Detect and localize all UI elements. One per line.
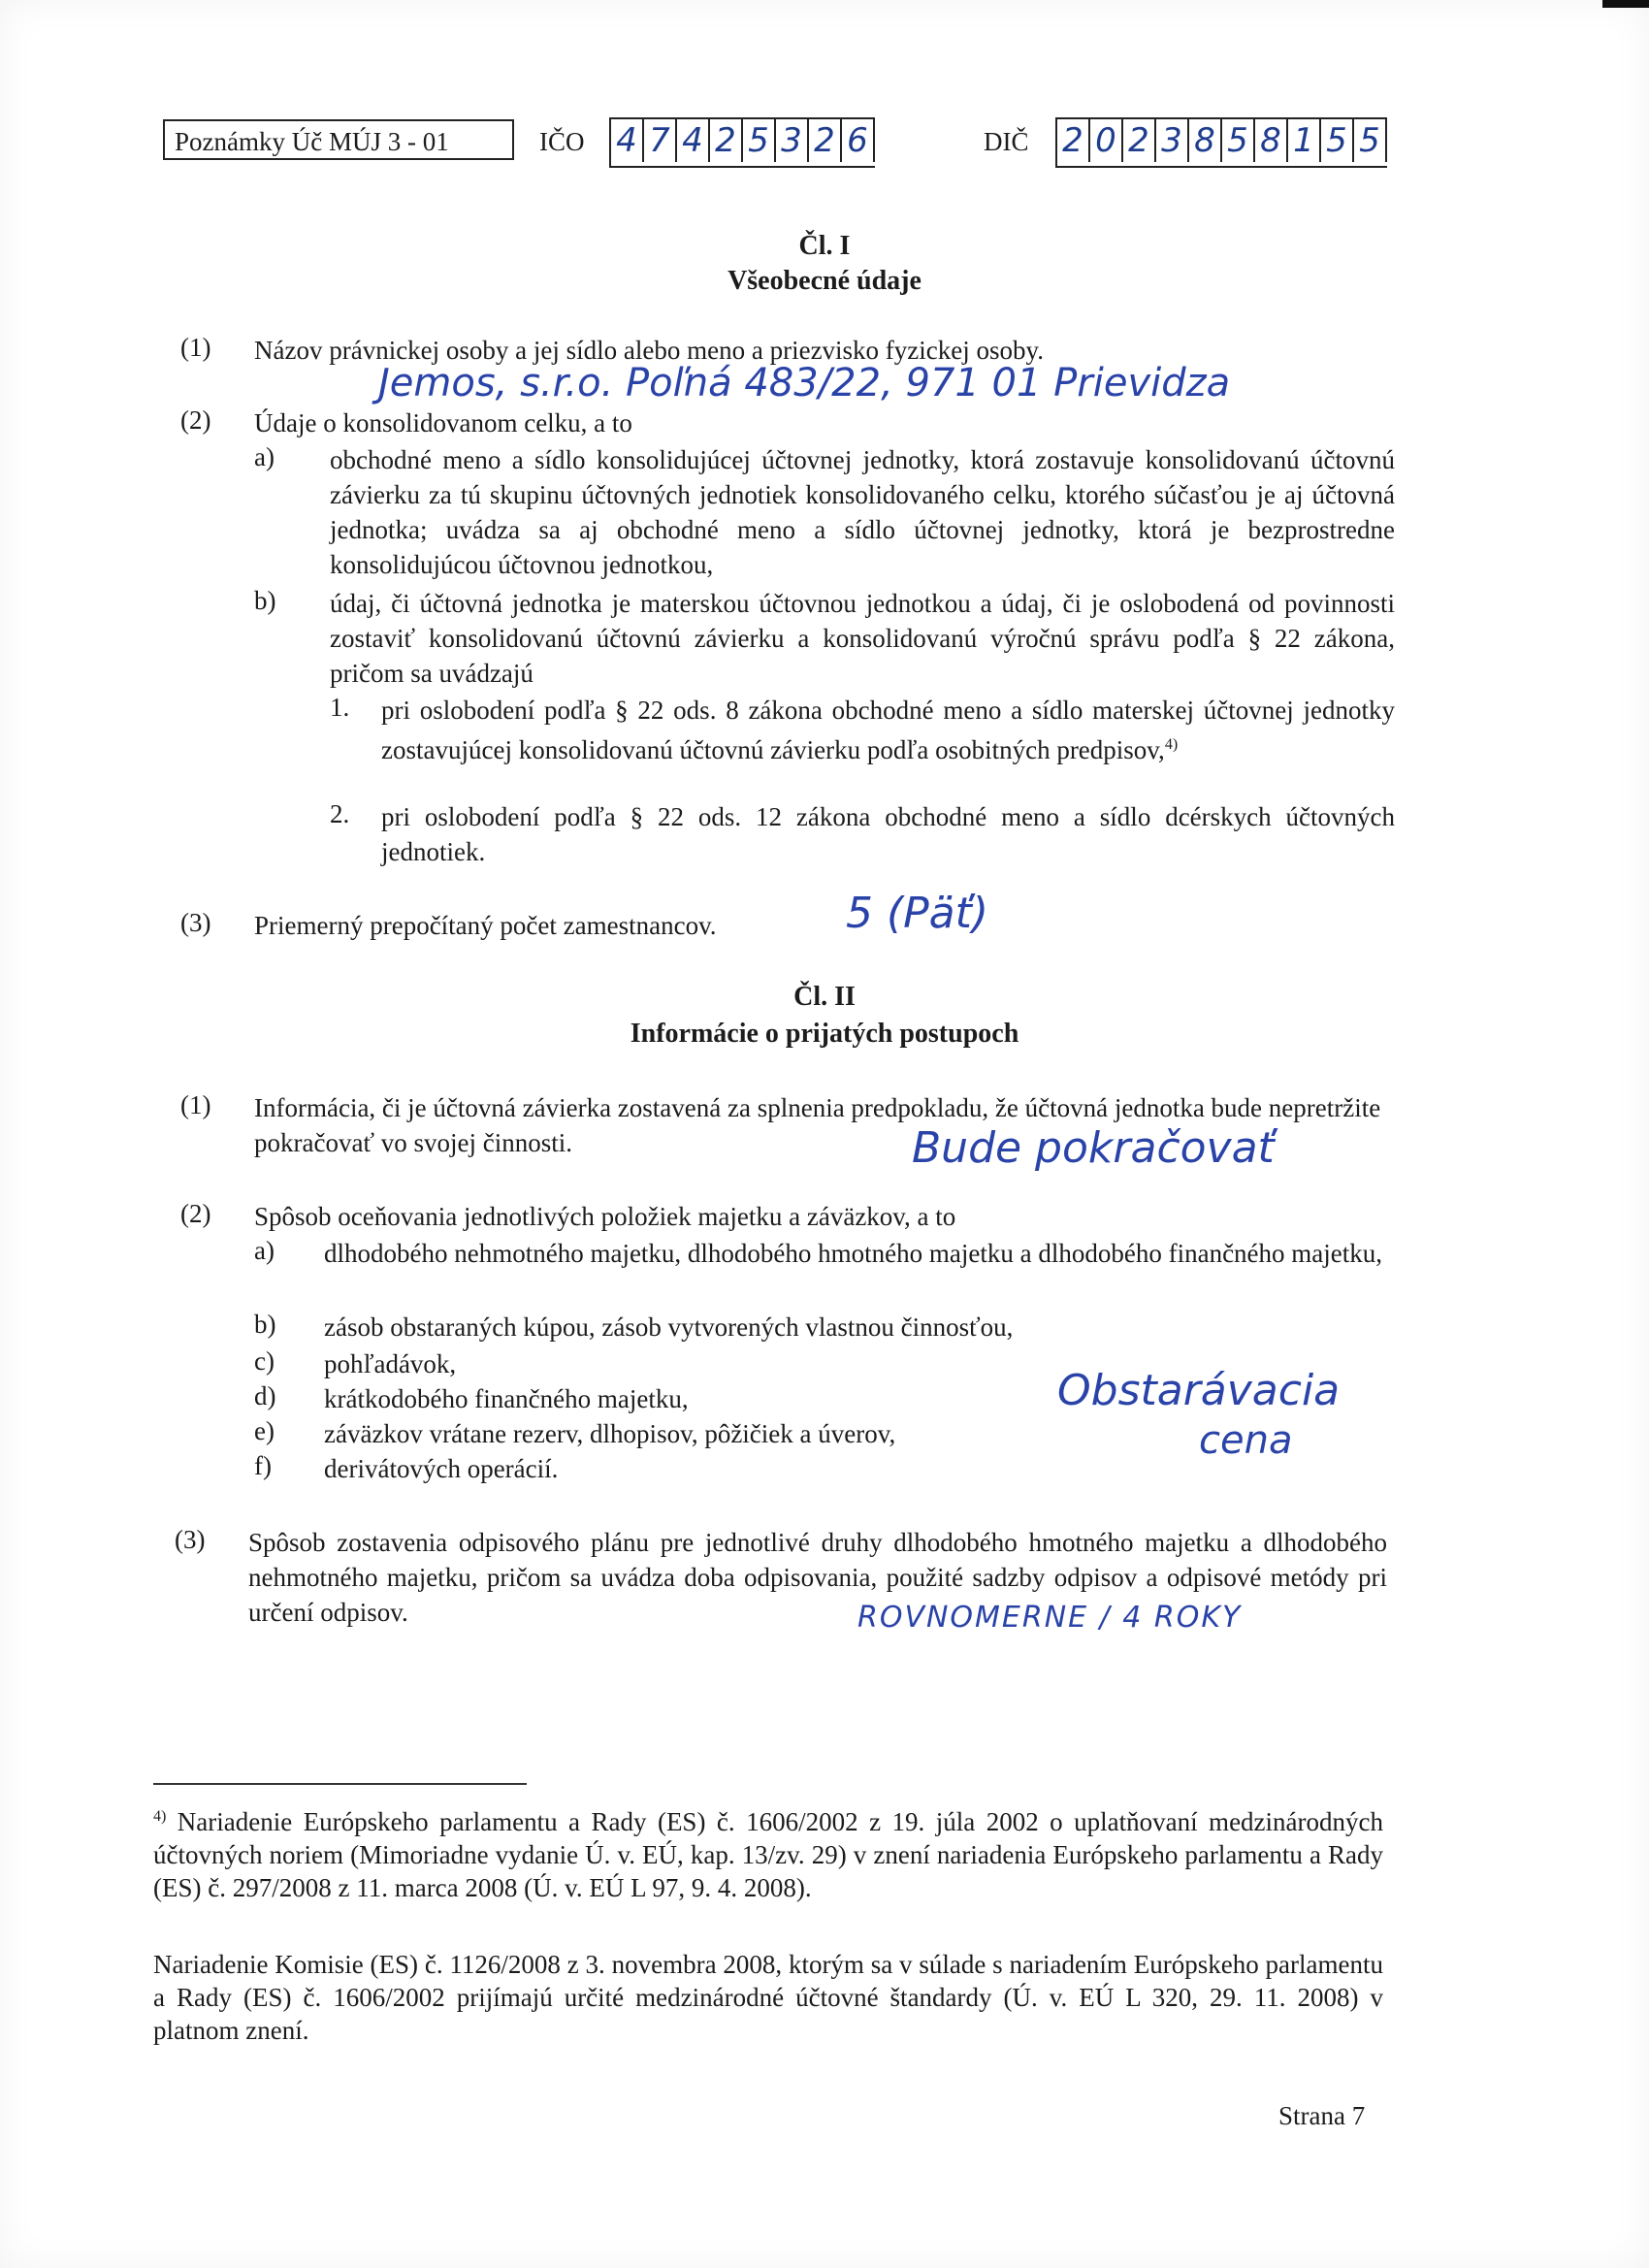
dic-digit-box: 5 <box>1321 119 1354 162</box>
a1-p3-handwritten-answer: 5 (Päť) <box>846 889 989 938</box>
a2-p2-item-text: derivátových operácií. <box>324 1454 559 1483</box>
dic-digit-box: 2 <box>1123 119 1156 162</box>
a2-p2-item-letter: b) <box>254 1310 276 1339</box>
dic-digit-box: 0 <box>1090 119 1123 162</box>
a2-p2-number: (2) <box>180 1199 211 1228</box>
footnote-2: Nariadenie Komisie (ES) č. 1126/2008 z 3. novembra 2008, ktorým sa v súlade s nariadením Európskeho parlamentu a Rady (ES) č. 1606/2002 prijímajú určité medzinárodné účtovné štandardy (Ú. v. EÚ L 320, 29. 11. 2008) v platnom znení. <box>153 1950 1383 2045</box>
ico-label: IČO <box>539 127 585 156</box>
ico-digit-box: 6 <box>842 119 875 162</box>
a2-p2-item-letter: c) <box>254 1346 275 1376</box>
a2-p3-number: (3) <box>175 1525 206 1554</box>
a1-p2b2-number: 2. <box>330 799 350 828</box>
a2-p2-item-text: záväzkov vrátane rezerv, dlhopisov, pôžičiek a úverov, <box>324 1419 896 1448</box>
footnote-marker: 4) <box>153 1808 167 1825</box>
ico-digit-box: 7 <box>644 119 677 162</box>
ico-boxes <box>609 117 875 168</box>
ico-digit-box: 3 <box>776 119 809 162</box>
a1-p1-text: Názov právnickej osoby a jej sídlo alebo meno a priezvisko fyzickej osoby. <box>254 336 1045 365</box>
a2-p2-item-letter: d) <box>254 1381 276 1410</box>
ico-digit-box: 4 <box>611 119 644 162</box>
ico-digit-box: 5 <box>743 119 776 162</box>
a2-p2-text: Spôsob oceňovania jednotlivých položiek majetku a záväzkov, a to <box>254 1202 956 1231</box>
dic-digit-box: 5 <box>1222 119 1255 162</box>
a1-p3-text: Priemerný prepočítaný počet zamestnancov. <box>254 911 717 940</box>
ico-digit-box: 4 <box>677 119 710 162</box>
article-1-title: Všeobecné údaje <box>728 266 922 296</box>
a2-p2-item-text: zásob obstaraných kúpou, zásob vytvorených vlastnou činnosťou, <box>324 1312 1014 1342</box>
a2-p2-item-letter: a) <box>254 1236 275 1265</box>
form-label: Poznámky Úč MÚJ 3 - 01 <box>163 119 514 160</box>
a1-p1-number: (1) <box>180 333 211 362</box>
a1-p2a-letter: a) <box>254 442 275 471</box>
a1-p2-number: (2) <box>180 405 211 435</box>
a2-p3-handwritten-answer: ROVNOMERNE / 4 ROKY <box>857 1601 1243 1635</box>
dic-label: DIČ <box>984 127 1029 156</box>
a2-p2-item-text: dlhodobého nehmotného majetku, dlhodobého hmotného majetku a dlhodobého finančného majetku, <box>324 1239 1383 1268</box>
a2-p1-text: Informácia, či je účtovná závierka zostavená za splnenia predpokladu, že účtovná jednotka bude nepretržite pokračovať vo svojej činnosti. <box>254 1093 1381 1157</box>
a2-p1-handwritten-answer: Bude pokračovať <box>912 1123 1275 1173</box>
a2-p3-text: Spôsob zostavenia odpisového plánu pre jednotlivé druhy dlhodobého hmotného majetku a dlhodobého nehmotného majetku, pričom sa uvádza doba odpisovania, použité sadzby odpisov a odpisové metódy pri určení odpisov. <box>248 1528 1387 1627</box>
a2-p2-item-text: pohľadávok, <box>324 1349 457 1378</box>
article-1-number: Čl. I <box>798 231 851 261</box>
footnote-1 <box>153 1800 1383 1904</box>
a1-p2b1-text: pri oslobodení podľa § 22 ods. 8 zákona obchodné meno a sídlo materskej účtovnej jednotky zostavujúcej konsolidovanú účtovnú závierku podľa osobitných predpisov, <box>381 696 1395 764</box>
a2-p2-item-letter: e) <box>254 1416 275 1445</box>
dic-digit-box: 8 <box>1189 119 1222 162</box>
dic-boxes <box>1055 117 1387 168</box>
a1-p2b1-item <box>381 693 1395 767</box>
a1-p2b-text: údaj, či účtovná jednotka je materskou účtovnou jednotkou a údaj, či je oslobodená od povinnosti zostaviť konsolidovanú účtovnú závierku a konsolidovanú výročnú správu podľa § 22 zákona, pričom sa uvádzajú <box>330 589 1395 688</box>
dic-digit-box: 8 <box>1255 119 1288 162</box>
a2-p2-item-letter: f) <box>254 1451 272 1480</box>
dic-digit-box: 1 <box>1288 119 1321 162</box>
a1-p2b1-footnote-ref: 4) <box>1164 736 1179 753</box>
ico-digit-box: 2 <box>809 119 842 162</box>
footnote-1-text: Nariadenie Európskeho parlamentu a Rady (ES) č. 1606/2002 z 19. júla 2002 o uplatňovaní medzinárodných účtovných noriem (Mimoriadne vydanie Ú. v. EÚ, kap. 13/zv. 29) v znení nariadenia Európskeho parlamentu a Rady (ES) č. 297/2008 z 11. marca 2008 (Ú. v. EÚ L 97, 9. 4. 2008). <box>153 1807 1383 1902</box>
article-2-title: Informácie o prijatých postupoch <box>630 1019 1019 1049</box>
ico-digit-box: 2 <box>710 119 743 162</box>
a1-p2a-text: obchodné meno a sídlo konsolidujúcej účtovnej jednotky, ktorá zostavuje konsolidovanú účtovnú závierku za tú skupinu účtovných jednotiek konsolidovaného celku, ktorého súčasťou je aj účtovná jednotka; uvádza sa aj obchodné meno a sídlo účtovnej jednotky, ktorá je bezprostredne konsolidujúcou účtovnou jednotkou, <box>330 445 1395 579</box>
a2-p2-handwritten-line-2: cena <box>1199 1418 1293 1463</box>
a1-p2b1-number: 1. <box>330 693 350 722</box>
scan-corner-mark <box>1602 0 1649 8</box>
a2-p1-number: (1) <box>180 1090 211 1119</box>
article-2-number: Čl. II <box>793 982 856 1012</box>
a1-p1-handwritten-answer: Jemos, s.r.o. Poľná 483/22, 971 01 Prievidza <box>378 361 1231 405</box>
a2-p2-item-text: krátkodobého finančného majetku, <box>324 1384 689 1413</box>
dic-digit-box: 2 <box>1057 119 1090 162</box>
page-number: Strana 7 <box>1278 2101 1366 2130</box>
a1-p2b-letter: b) <box>254 586 276 615</box>
a1-p3-number: (3) <box>180 908 211 937</box>
a2-p2-handwritten-line-1: Obstarávacia <box>1057 1366 1341 1415</box>
footnote-separator <box>153 1783 527 1785</box>
dic-digit-box: 5 <box>1354 119 1387 162</box>
a1-p2-text: Údaje o konsolidovanom celku, a to <box>254 408 632 437</box>
dic-digit-box: 3 <box>1156 119 1189 162</box>
a1-p2b2-text: pri oslobodení podľa § 22 ods. 12 zákona obchodné meno a sídlo dcérskych účtovných jednotiek. <box>381 802 1395 866</box>
